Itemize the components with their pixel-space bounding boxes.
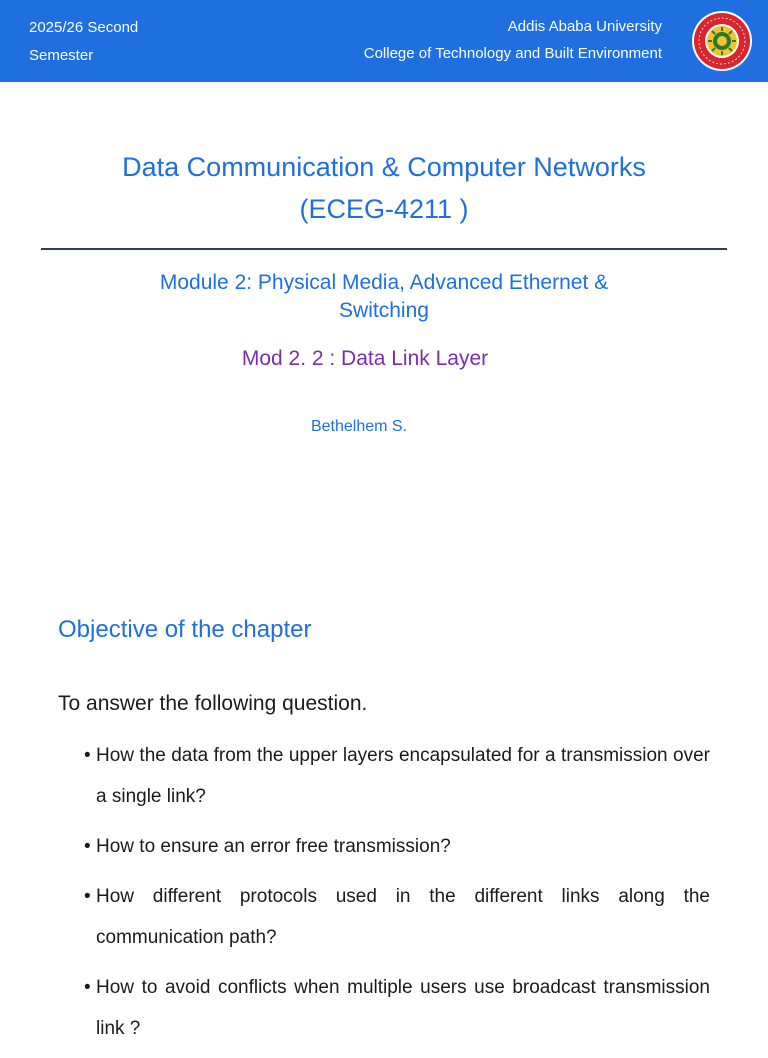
course-name: Data Communication & Computer Networks — [122, 152, 646, 182]
institution-block — [364, 13, 662, 67]
author-name: Bethelhem S. — [310, 418, 408, 435]
question-text: How to ensure an error free transmission? — [96, 836, 451, 857]
question-text: How different protocols used in the different links along the communication path? — [96, 886, 710, 948]
question-text: How the data from the upper layers encapsulated for a transmission over a single link? — [96, 745, 710, 807]
course-title — [0, 146, 768, 230]
list-item — [84, 826, 710, 867]
university-name: Addis Ababa University — [507, 18, 662, 35]
course-code: (ECEG-4211 ) — [299, 194, 469, 224]
college-name: College of Technology and Built Environment — [363, 45, 662, 62]
module-title — [0, 269, 768, 325]
objective-heading: Objective of the chapter — [58, 616, 312, 643]
list-item — [84, 876, 710, 958]
list-item — [84, 735, 710, 817]
submodule-title: Mod 2. 2 : Data Link Layer — [241, 347, 489, 370]
question-text: How to avoid conflicts when multiple users use broadcast transmission link ? — [96, 977, 710, 1039]
title-divider — [41, 248, 727, 250]
header-bar — [0, 0, 768, 82]
question-list — [84, 735, 710, 1058]
list-item — [84, 967, 710, 1049]
module-text: Module 2: Physical Media, Advanced Ethernet & Switching — [159, 271, 609, 322]
objective-intro: To answer the following question. — [58, 692, 368, 715]
bullet-icon: • — [84, 886, 91, 907]
university-seal-icon — [691, 10, 753, 72]
semester-label: 2025/26 Second Semester — [29, 19, 139, 64]
bullet-icon: • — [84, 745, 91, 766]
bullet-icon: • — [84, 977, 91, 998]
bullet-icon: • — [84, 836, 91, 857]
